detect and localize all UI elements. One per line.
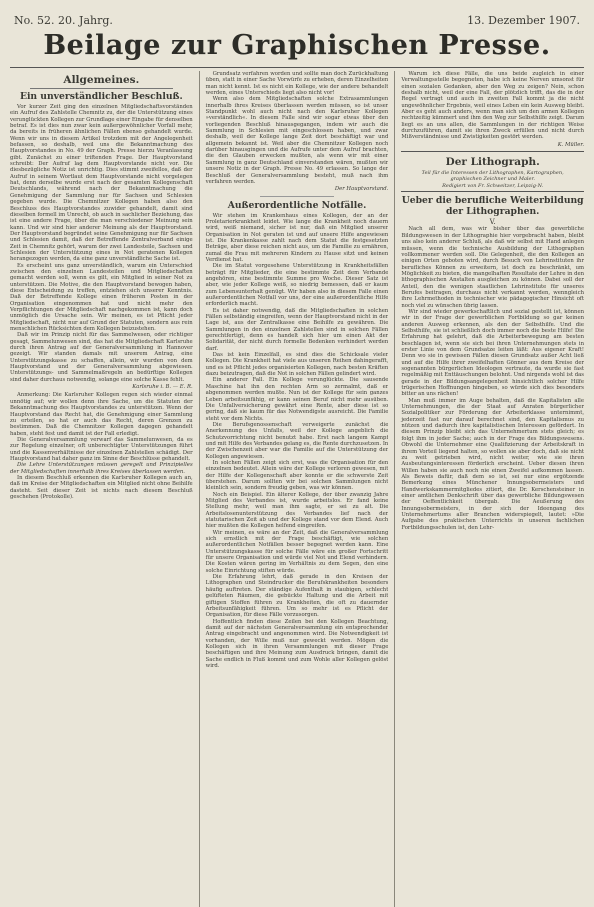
section-editor: Redigiert von Fr. Schweitzer, Leipzig-N. [442, 183, 544, 190]
paragraph: Daß wir im Prinzip nicht für das Sammelwesen, oder richtiger gesagt, Sammelunwesen sind, das hat die Mitgliedschaft Karlsruhe durch ihren Antrag auf der Generalversammlung in Hannover gezeigt. Wir standen damals mit unserem Antrag, eine Unterstützungskasse zu schaffen, allein, wir wurden von dem Hauptvorstand und der Generalversammlung abgewiesen. Unterstützungs- und Sammelmaßregeln an bedürftige Kollegen sind daher durchaus notwendig, solange eine solche Kasse fehlt. [10, 332, 193, 383]
paragraph: Hoffentlich finden diese Zeilen bei den Kollegen Beachtung, damit auf der nächsten Generalversammlung ein entsprechender Antrag eingebracht und angenommen wird. Die Notwendigkeit ist vorhanden, der Wille muß nur geweckt werden. Mögen die Kollegen sich in ihren Versammlungen mit dieser Frage beschäftigen und ihre Meinung zum Ausdruck bringen, damit die Sache endlich in Fluß kommt und zum Wohle aller Kollegen gelöst wird. [205, 618, 389, 669]
article-title: Ueber die berufliche Weiterbildung der Lithographen. [401, 195, 584, 218]
paragraph: Man muß immer im Auge behalten, daß die Kapitalisten alle Unternehmungen, die der Staat auf Anraten bürgerlicher Sozialpolitiker zur Förderung der Arbeiterklasse unternimmt, jederzeit fast nur darauf berechnet sind, den Kapitalismus zu nützen und dadurch ihre kapitalistischen Interessen gefördert. In diesem Prinzip bleibt sich das Unternehmertum stets gleich; es folgt ihm in jeder Sache; auch in der Frage des Bildungswesens. Obwohl die Unternehmer eine Qualifizierung der Arbeitskraft in ihrem Vorteil liegend halten, so wollen sie aber doch, daß sie nicht zu weit getrieben wird, nicht weiter, wie sie ihren Ausbeutungsinteressen förderlich erscheint. Ueber diesen ihren Willen haben sie auch noch nie einen Zweifel aufkommen lassen. Als Beweis dafür, daß dem so ist, sei nur eine ergötzende Bemerkung eines Münchener Innungsobermeisters und Handwerkskammermitgliedes zitiert, die Dr. Kerschensteiner in einer amtlichen Denkschrift über das gewerbliche Bildungswesen der Oeffentlichkeit übergab. Die Aeußerung des Innungsobermeisters, in der sich der Ideengang des Unternehmertums aller Branchen widerspiegelt, lautet: »Die Aufgabe des praktischen Unterrichts in unseren fachlichen Fortbildungsschulen ist, den Lehr- [401, 397, 585, 531]
paragraph: Wir sind wieder gewerkschaftlich und sozial gestellt ist, können wir in der Frage der gewerblichen Fortbildung so gar keinen anderen Ausweg erkennen, als den der Selbsthilfe. Und die Selbsthilfe, sie ist schließlich doch immer noch die beste Hilfe! Die Erfahrung hat gelehrt, daß die Arbeiterbewegung am besten beschlagen ist, wenn sie sich bei ihren Unternehmungen stets in erster Linie von dem Grundsatze leiten läßt: Aus eigener Kraft! Denn wo sie in gewissen Fällen diesen Grundsatz außer Acht ließ und auf die Hilfe ihrer zweifelhaften Gönner aus dem Kreise der sogenannten bürgerlichen Ideologen vertraute, da wurde sie fast regelmäßig mit Enttäuschungen belohnt. Und nirgends wohl ist das gerade in der Bildungsangelegenheit hinsichtlich solcher Hilfe trügerischen Hoffnungen hingeben, so würde sich dies besonders bitter an uns rächen! [401, 308, 585, 398]
part-numeral: V. [489, 218, 496, 227]
paragraph: Wir stehen im Krankenhaus eines Kollegen, der an der Proletarierkrankheit leidet. Wie lange die Krankheit noch dauern wird, weiß niemand, sicher ist nur, daß ein Mitglied unserer Organisation in Not geraten ist und auf unsere Hilfe angewiesen ist. Die Krankenkasse zahlt nach dem Statut die festgesetzten Beträge, aber diese reichen nicht aus, um die Familie zu ernähren, zumal die Frau mit mehreren Kindern zu Hause sitzt und keinen Verdienst hat. [205, 212, 389, 263]
signature: K. Müller. [557, 141, 585, 148]
signature: Karlsruhe i. B. — E. R. [132, 384, 193, 391]
section-subtitle: Teil für die Interessen der Lithographen, Kartographen, graphischen Zeichner und Maler. [421, 170, 564, 183]
paragraph: Ein anderer Fall. Ein Kollege verunglückte. Die sausende Maschine hat ihn den rechten Arm so zermalmt, daß er abgenommen werden mußte. Nun ist der Kollege für sein ganzes Leben arbeitsunfähig, er kann seinen Beruf nicht mehr ausüben. Die Unfallversicherung gewährt eine Rente, aber diese ist so gering, daß sie kaum für das Notwendigste ausreicht. Die Familie steht vor dem Nichts. [205, 377, 389, 422]
section-heading: Allgemeines. [63, 74, 140, 86]
page-title: Beilage zur Graphischen Presse. [43, 30, 551, 61]
paragraph: Die Erfahrung lehrt, daß gerade in den Kreisen der Lithographen und Steindrucker die Berufskrankheiten besonders häufig auftreten. Der ständige Aufenthalt in staubigen, schlecht gelüfteten Räumen, die gebückte Haltung und die Arbeit mit giftigen Stoffen führen zu Krankheiten, die oft zu dauernder Arbeitsunfähigkeit führen. Um so mehr ist es Pflicht der Organisation, für diese Fälle vorzusorgen. [205, 574, 389, 619]
signature: Der Hauptvorstand. [334, 186, 389, 193]
paragraph: Wenn also dem Mitgliedschaften solche Extrasammlungen innerhalb ihres Kreises überlassen werden müssen, so ist unser Standpunkt wohl auch nicht nach den Karlsruher Kollegen »verständlich«. In diesem Falle sind wir sogar etwas über den vorliegenden Beschluß hinausgegangen, indem wir auch die Sammlung in Schlesien mit eingeschlossen haben, und zwar deshalb, weil der Kollege lange Zeit dort beschäftigt war und allgemein bekannt ist. Weil aber die Chemnitzer Kollegen noch darüber hinausgingen und die Aufrufe unter dem Aufruf brachten, die den Glauben erwecken mußten, als wenn wir mit einer Sammlung in ganz Deutschland einverstanden wären, mußten wir unsere Notiz in der Graph. Presse No. 49 erlassen. So lange der Beschluß der Generalversammlung besteht, muß nach ihm verfahren werden. [205, 96, 389, 185]
paragraph: Die im Statut vorgesehene Unterstützung in Krankheitsfällen beträgt für Mitglieder, die eine bestimmte Zeit dem Verbande angehören, eine bestimmte Summe pro Woche. Dieser Satz ist aber, wie jeder Kollege weiß, so niedrig bemessen, daß er kaum zum Lebensunterhalt genügt. Wir haben also in diesem Falle einen außerordentlichen Notfall vor uns, der eine außerordentliche Hilfe erforderlich macht. [205, 263, 389, 308]
column-1 [10, 71, 193, 907]
paragraph: Anmerkung: Die Karlsruher Kollegen regen sich wieder einmal unnötig auf; wir wollen denn ihre Sache, um die Statuten der Bekanntmachung des Hauptvorstandes zu unterstützen. Wenn der Hauptvorstand das Recht hat, die Genehmigung einer Sammlung zu erteilen, so hat er auch das Recht, deren Grenzen zu bestimmen. Daß die Chemnitzer Kollegen dagegen gehandelt haben, steht fest und damit ist der Fall erledigt. [10, 392, 193, 437]
section-heading: Der Lithograph. [445, 156, 540, 169]
paragraph: Wir meinen, es wäre an der Zeit, daß die Generalversammlung sich ernstlich mit der Frage beschäftigt, wie solchen außerordentlichen Notfällen besser begegnet werden kann. Eine Unterstützungskasse für solche Fälle wäre ein großer Fortschritt für unsere Organisation und würde viel Not und Elend verhindern. Die Kosten wären gering im Verhältnis zu dem Segen, den eine solche Einrichtung stiften würde. [205, 529, 389, 574]
paragraph: Vor kurzer Zeit ging den einzelnen Mitgliedschaftsvorständen ein Aufruf des Zahlstelle Chemnitz zu, der die Unterstützung eines verunglückten Kollegen zur Grundlage einer Eingabe für denselben betraf. Es ist dies nun zwar kein außergewöhnlicher Vorfall mehr, da bereits in früheren ähnlichen Fällen ebenso gehandelt wurde. Wenn wir uns in diesem Artikel trotzdem mit der Angelegenheit befassen, so deshalb, weil uns die Bekanntmachung des Hauptvorstandes in No. 49 der Graph. Presse hierzu Veranlassung gibt. Zunächst zu einer triftenden Frage. Der Hauptvorstand schreibt: Der Aufruf lag dem Hauptvorstande nicht vor. Die diesbezügliche Notiz ist unrichtig. Dies stimmt zweifellos, daß der Aufruf in seinem Wortlaut dem Hauptvorstande nicht vorgelegen hat, denn derselbe wurde erst nach der gesamten Kollegenschaft Deutschlands, während nach der Bekanntmachung die Genehmigung der Sammlung nur für Sachsen und Schlesien gegeben wurde. Die Chemnitzer Kollegen haben also den Beschluss des Hauptvorstandes zuwider gehandelt, damit sind dieselben formell im Unrecht, ob auch in sachlicher Beziehung, das ist eine andere Frage, über die man verschiedener Meinung sein kann. Und wir sind hier anderer Meinung als der Hauptvorstand. Der Hauptvorstand begründet seine Genehmigung nur für Sachsen und Schlesien damit, daß der Betreffende Zentralverband einige Zeit in Chemnitz gehört, warum der zwei Landesteile, Sachsen und Schlesien der Unterstützung eines in Not geratenen Kollegen herangezogen werden, da eine ganz unverständliche Sache ist. [10, 104, 193, 263]
column-3 [394, 71, 584, 907]
paragraph: In diesem Beschluß erkennen die Karlsruher Kollegen auch an, daß im Kreise der Mitgliedschaften ein Mitglied nicht ohne Beihilfe dasteht. Seit dieser Zeit ist nichts nach diesem Beschluß geschehen (Protokolle). [10, 474, 193, 500]
paragraph: Die Generalversammlung verwarf das Sammelunwesen, da es zur Regelung einzelner, oft unberechtigter Unterstützungen führt und die Kassenverhältnisse der einzelnen Zahlstellen schädigt. Der Hauptvorstand hat daher ganz im Sinne der Beschlüsse gehandelt. [10, 436, 193, 462]
columns [10, 71, 584, 907]
issue-date: 13. Dezember 1907. [467, 14, 580, 27]
masthead [10, 14, 584, 27]
header-rule [10, 67, 584, 68]
paragraph: Warum ich diese Fälle, die uns beide zugleich in einer Verwaltungsstelle begegneten, habe ich keine Nerven umsonst für einen sozialen Gedanken, aber den Weg zu zeigen? Nein, schon deshalb nicht, weil der eine Fall, der plötzlich trifft, das die in der Regel vertragt und auch in zweiten Fall kommt ja die nicht ungewöhnlicher Ergebnis, weil eines Leben ein kein Ausweg bleibt. Aber es geht auch anders, wenn man sich um den armen Kollegen rechtzeitig kümmert und ihm den Weg zur Selbsthilfe zeigt. Darum liegt es an uns allen, die Sammlungen in der richtigen Weise durchzuführen, damit sie ihren Zweck erfüllen und nicht durch Mißverständnisse und Zwistigkeiten gestört werden. [401, 71, 585, 141]
paragraph: Die Berufsgenossenschaft verweigerte zunächst die Anerkennung des Unfalls, weil der Kollege angeblich die Schutzvorrichtung nicht benutzt habe. Erst nach langem Kampf und mit Hilfe des Verbandes gelang es, die Rente durchzusetzen. In der Zwischenzeit aber war die Familie auf die Unterstützung der Kollegen angewiesen. [205, 421, 389, 460]
section-rule [30, 88, 173, 89]
issue-number: No. 52. 20. Jahrg. [14, 14, 113, 27]
paragraph: Noch ein Beispiel. Ein älterer Kollege, der über zwanzig Jahre Mitglied des Verbandes ist, wurde arbeitslos. Er fand keine Stellung mehr, weil man ihm sagte, er sei zu alt. Die Arbeitslosenunterstützung des Verbandes lief nach der statutarischen Zeit ab und der Kollege stand vor dem Elend. Auch hier mußten die Kollegen helfend eingreifen. [205, 491, 389, 530]
section-banner [401, 151, 584, 192]
paragraph: Nach all dem, was wir bisher über das gewerbliche Bildungswesen in der Lithographie hier vorgebracht haben, bleibt uns also kein anderer Schluß, als daß wir selbst mit Hand anlegen müssen, wenn die technische Ausbildung der Lithographen vollkommener werden soll. Die Gelegenheit, die den Kollegen an einigen Orten geboten wird, durch Besuch von Lehrinstituten ihr berufliches Können zu erweitern, ist doch zu beschränkt, um Möglichkeit zu bieten, die mangelhaften Resultate der Lehre in den lithographischen Anstalten ausgleichen zu können. Dabei soll der Anteil, den die wenigen staatlichen Lehrinstitute für unseres Berufes beitragen, durchaus nicht verkannt werden, wenngleich ihre Lehrmethoden in technischer wie pädagogischer Hinsicht oft noch viel zu wünschen übrig lassen. [401, 226, 585, 309]
paragraph: Die Lehre Unterstützungen müssen geregelt und Prinzipielles der Mitgliedschaften innerhalb ihres Kreises überlassen werden. [10, 462, 193, 475]
paragraph: Es ist daher notwendig, daß die Mitgliedschaften in solchen Fällen selbständig eingreifen, wenn der Hauptvorstand nicht in der Lage ist, aus der Zentralkasse eine Beihilfe zu gewähren. Die Sammlungen in den einzelnen Zahlstellen sind in solchen Fällen gerechtfertigt, denn es handelt sich hier um einen Akt der Solidarität, der nicht durch formelle Bedenken verhindert werden darf. [205, 307, 389, 352]
column-2 [199, 71, 389, 907]
divider [260, 196, 333, 197]
paragraph: Es erscheint uns ganz unverständlich, warum ein Unterschied zwischen den einzelnen Landesteilen und Mitgliedschaften gemacht werden soll, wenn es gilt, ein Mitglied in seiner Not zu unterstützen. Die Motive, die den Hauptvorstand bewogen haben, diese Entscheidung zu treffen, entziehen sich unserer Kenntnis. Daß der Betreffende Kollege einen früheren Posten in der Organisation eingenommen hat und nicht mehr den Verpflichtungen der Mitgliedschaft nachgekommen ist, kann doch unmöglich die Ursache sein. Wir meinen, es ist Pflicht jeder Mitgliedschaft, nicht nur auf Grund der Statuten, sondern aus rein menschlichen Rücksichten dem Kollegen beizustehen. [10, 262, 193, 333]
paragraph: Das ist kein Einzelfall, es sind dies die Schicksale vieler Kollegen. Die Krankheit hat viele aus unseren Reihen dahingerafft, und es ist Pflicht jedes organisierten Kollegen, nach besten Kräften dazu beizutragen, daß die Not in solchen Fällen gelindert wird. [205, 352, 389, 378]
paragraph: Grundsatz verfahren worden und sollte man doch Zurückhaltung üben, statt in einer Sache Vorwürfe zu erheben, deren Einzelheiten man nicht kennt. Ist es nicht ein Kollege, wie der andere behandelt werden, eines Unterschieds liegt also nicht vor! [205, 71, 389, 97]
article-title: Außerordentliche Notfälle. [227, 199, 367, 211]
article-title: Ein unverständlicher Beschluß. [19, 91, 183, 102]
paragraph: In solchen Fällen zeigt sich erst, was die Organisation für den einzelnen bedeutet. Allein wäre der Kollege verloren gewesen, mit der Hilfe der Kollegenschaft aber konnte er die schwerste Zeit überstehen. Darum sollten wir bei solchen Sammlungen nicht kleinlich sein, sondern freudig geben, was wir können. [205, 459, 389, 492]
